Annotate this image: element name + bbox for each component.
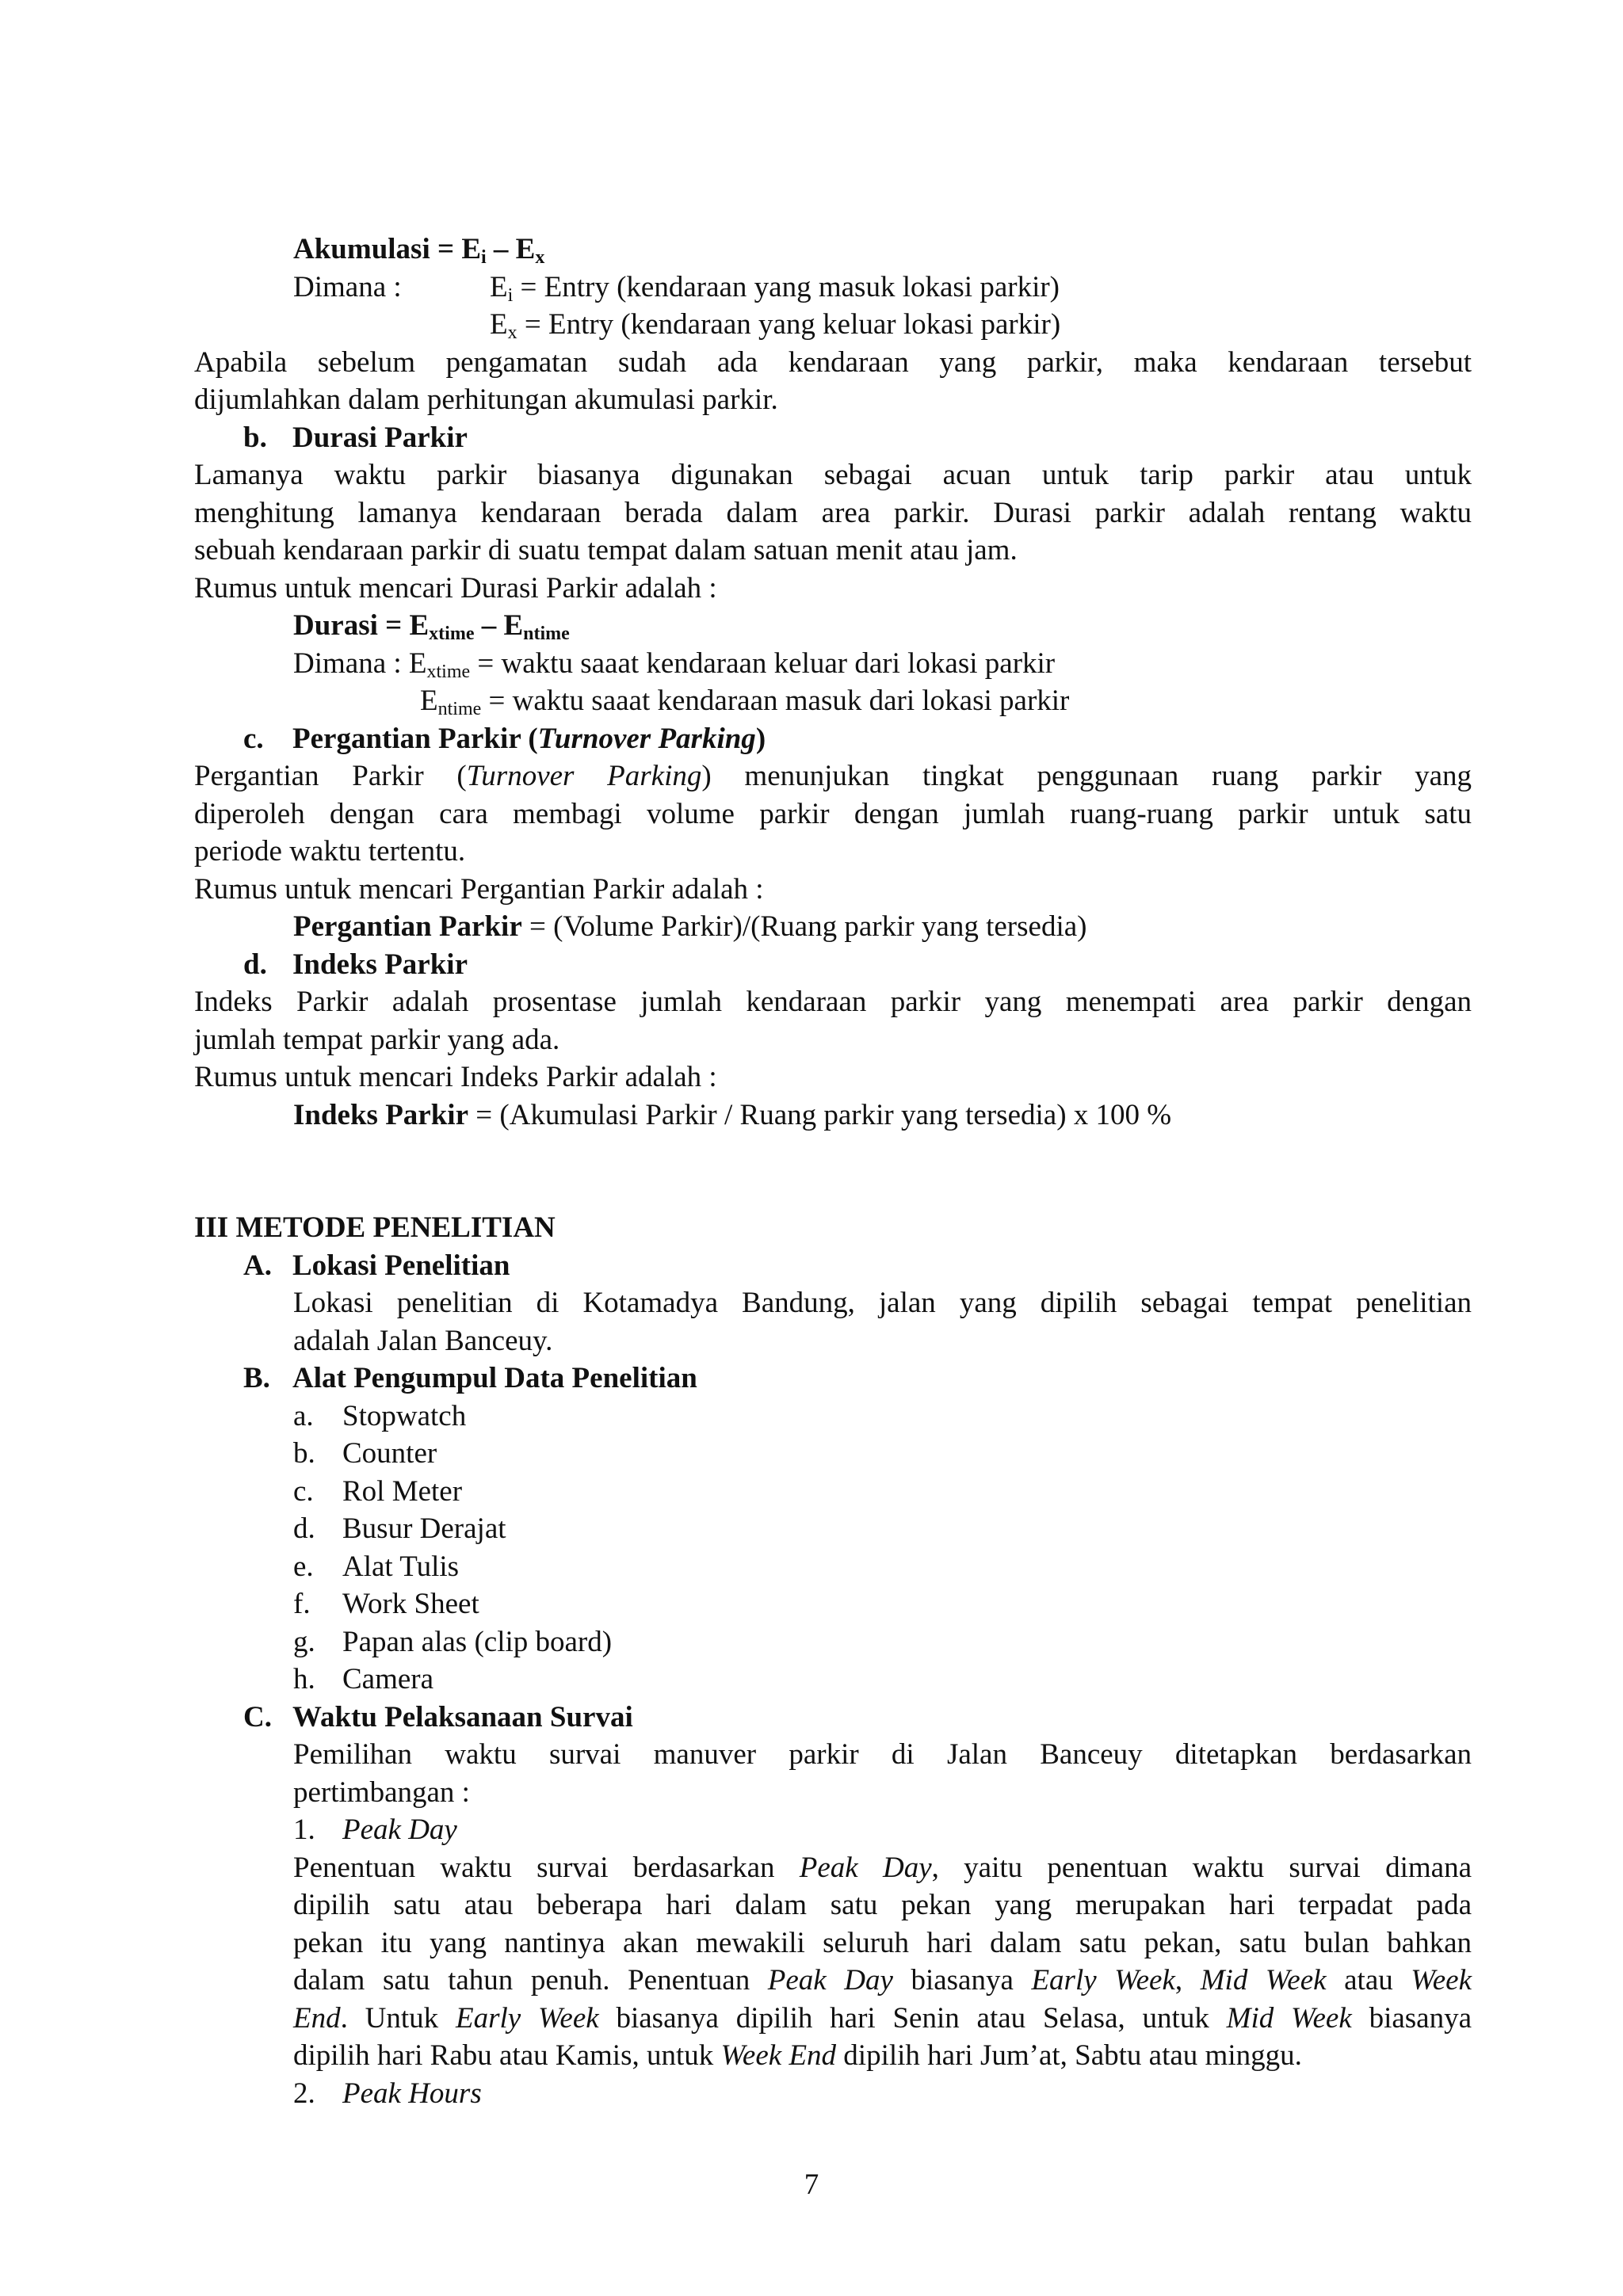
pergantian-paragraph-line: diperoleh dengan cara membagi volume parkir dengan jumlah ruang-ruang parkir untuk satu — [194, 797, 1472, 830]
durasi-def-2: $E_{ntime}$ = waktu saaat kendaraan masuk dari lokasi parkir — [420, 685, 1070, 719]
peak-day-paragraph-line: Penentuan waktu survai berdasarkan Peak Day, yaitu penentuan waktu survai dimana — [293, 1851, 1472, 1884]
document-page — [194, 231, 1472, 2112]
peak-day-paragraph-line: dipilih satu atau beberapa hari dalam satu pekan yang merupakan hari terpadat pada — [293, 1889, 1472, 1921]
peak-day-paragraph-line: End. Untuk Early Week biasanya dipilih hari Senin atau Selasa, untuk Mid Week biasanya — [293, 2001, 1472, 2035]
durasi-rumus: Rumus untuk mencari Durasi Parkir adalah : — [194, 571, 717, 605]
list-item: d. Busur Derajat — [293, 1512, 506, 1545]
akumulasi-paragraph-line: dijumlahkan dalam perhitungan akumulasi parkir. — [194, 383, 778, 416]
waktu-paragraph-line: Pemilihan waktu survai manuver parkir di Jalan Banceuy ditetapkan berdasarkan — [293, 1738, 1472, 1771]
list-item: b. Counter — [293, 1437, 437, 1470]
numbered-item-peak-hours: 2. Peak Hours — [293, 2077, 482, 2110]
waktu-paragraph-line: pertimbangan : — [293, 1775, 470, 1809]
peak-day-paragraph-line: dipilih hari Rabu atau Kamis, untuk Week End dipilih hari Jum’at, Sabtu atau minggu. — [293, 2039, 1302, 2072]
list-item: c. Rol Meter — [293, 1474, 463, 1508]
akumulasi-def-2: $E_x$ = Entry (kendaraan yang keluar lokasi parkir) — [490, 308, 1061, 343]
page-number: 7 — [804, 2168, 819, 2201]
list-item: f. Work Sheet — [293, 1588, 479, 1620]
indeks-paragraph-line: Indeks Parkir adalah prosentase jumlah kendaraan parkir yang menempati area parkir dengan — [194, 986, 1472, 1018]
durasi-paragraph-line: sebuah kendaraan parkir di suatu tempat dalam satuan menit atau jam. — [194, 534, 1018, 566]
subsection-heading-c: C. Waktu Pelaksanaan Survai — [243, 1700, 633, 1733]
numbered-item-peak-day: 1. Peak Day — [293, 1814, 457, 1846]
pergantian-rumus: Rumus untuk mencari Pergantian Parkir adalah : — [194, 872, 764, 906]
pergantian-paragraph-line: Pergantian Parkir (Turnover Parking) menunjukan tingkat penggunaan ruang parkir yang — [194, 760, 1472, 792]
pergantian-heading: c. Pergantian Parkir (Turnover Parking) — [243, 722, 766, 755]
list-item: h. Camera — [293, 1663, 434, 1695]
akumulasi-def-1: Dimana : $E_i$ = Entry (kendaraan yang masuk lokasi parkir) — [293, 270, 1060, 306]
list-item: g. Papan alas (clip board) — [293, 1625, 613, 1658]
subsection-heading-a: A. Lokasi Penelitian — [243, 1249, 510, 1282]
pergantian-formula: Pergantian Parkir = (Volume Parkir)/(Ruang parkir yang tersedia) — [293, 910, 1087, 943]
list-item: a. Stopwatch — [293, 1399, 467, 1432]
lokasi-paragraph-line: adalah Jalan Banceuy. — [293, 1324, 553, 1357]
pergantian-paragraph-line: periode waktu tertentu. — [194, 835, 466, 868]
durasi-heading: b. Durasi Parkir — [243, 421, 468, 454]
lokasi-paragraph-line: Lokasi penelitian di Kotamadya Bandung, jalan yang dipilih sebagai tempat penelitian — [293, 1287, 1472, 1319]
subsection-heading-b: B. Alat Pengumpul Data Penelitian — [243, 1362, 697, 1394]
list-item: e. Alat Tulis — [293, 1550, 460, 1583]
akumulasi-paragraph-line: Apabila sebelum pengamatan sudah ada kendaraan yang parkir, maka kendaraan tersebut — [194, 345, 1472, 379]
section-heading: III METODE PENELITIAN — [194, 1211, 556, 1244]
durasi-def-1: Dimana : $E_{xtime}$ = waktu saaat kendaraan keluar dari lokasi parkir — [293, 646, 1056, 682]
indeks-formula: Indeks Parkir = (Akumulasi Parkir / Ruang parkir yang tersedia) x 100 % — [293, 1098, 1172, 1131]
akumulasi-formula: Akumulasi = $E_i - E_x$ — [293, 233, 545, 268]
durasi-paragraph-line: menghitung lamanya kendaraan berada dalam area parkir. Durasi parkir adalah rentang waktu — [194, 496, 1472, 529]
section-gap — [194, 1134, 1472, 1209]
durasi-paragraph-line: Lamanya waktu parkir biasanya digunakan sebagai acuan untuk tarip parkir atau untuk — [194, 459, 1472, 491]
peak-day-paragraph-line: pekan itu yang nantinya akan mewakili seluruh hari dalam satu pekan, satu bulan bahkan — [293, 1926, 1472, 1959]
indeks-paragraph-line: jumlah tempat parkir yang ada. — [194, 1023, 560, 1056]
indeks-heading: d. Indeks Parkir — [243, 948, 468, 981]
indeks-rumus: Rumus untuk mencari Indeks Parkir adalah : — [194, 1061, 717, 1093]
peak-day-paragraph-line: dalam satu tahun penuh. Penentuan Peak Day biasanya Early Week, Mid Week atau Week — [293, 1964, 1472, 1997]
durasi-formula: Durasi = $E_{xtime} - E_{ntime}$ — [293, 609, 570, 644]
